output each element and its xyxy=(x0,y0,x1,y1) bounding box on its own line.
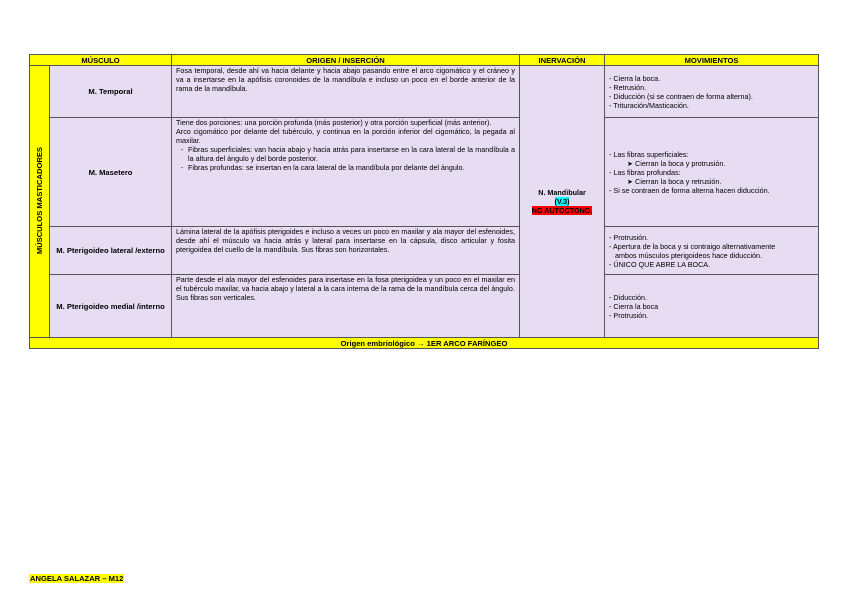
origin-paragraph: Fosa temporal, desde ahí va hacia delante y hacia abajo pasando entre el arco cigomático y el cráneo y va a insertarse en la apófisis coronoides de la mandíbula e incluso un poco en el borde anterior de la rama de la mandíbula. xyxy=(176,66,516,93)
origin-list-item: - Fibras superficiales: van hacia abajo y hacia atrás para insertarse en la cara lateral de la mandíbula a la altura del ángulo y del borde posterior. xyxy=(188,145,515,163)
innervation-nerve: N. Mandibular xyxy=(538,188,586,197)
muscles-table xyxy=(29,54,819,349)
group-label: MÚSCULOS MASTICADORES xyxy=(35,146,44,255)
muscle-name: M. Pterigoideo medial /interno xyxy=(50,275,172,338)
origin-paragraph: Sus fibras son verticales. xyxy=(176,293,256,302)
origin-text xyxy=(172,227,520,275)
origin-list xyxy=(176,145,515,172)
table-row xyxy=(30,66,819,118)
origin-paragraph: Tiene dos porciones: una porción profunda (más posterior) y otra porción superficial (más anterior). xyxy=(176,118,492,127)
movement-item: - Las fibras profundas: xyxy=(609,167,681,177)
table-row xyxy=(30,227,819,275)
origin-paragraph: Arco cigomático por delante del tubérculo, y continua en la porción inferior del cigomático, la pegada al maxilar. xyxy=(176,127,516,145)
origin-paragraph: Lámina lateral de la apófisis pterigoides e incluso a veces un poco en maxilar y ala mayor del esfenoides, desde ahí el músculo va hacia atrás y lateral para insertarse en la cápsula, disco articular y fosita pterigoidea del cuello de la mandíbula. Sus fibras son horizontales. xyxy=(176,227,516,254)
movement-subitem: ➤ Cierran la boca y protrusión. xyxy=(627,158,726,168)
table-row xyxy=(30,275,819,338)
innervation-cell xyxy=(520,66,605,338)
table-row xyxy=(30,118,819,227)
origin-text xyxy=(172,275,520,338)
header-row xyxy=(30,55,819,66)
muscle-name: M. Masetero xyxy=(50,118,172,227)
origin-paragraph: Parte desde el ala mayor del esfenoides para insertase en la fosa pterigoidea y un poco en el maxilar en el tubérculo maxilar, va hacia abajo y lateral a la cara interna de la rama de la mandíbula cerca del ángulo. xyxy=(176,275,516,293)
movement-item: - Diducción. xyxy=(609,292,647,302)
movements-cell xyxy=(605,275,819,338)
origin-text xyxy=(172,66,520,118)
footer-row xyxy=(30,338,819,349)
movement-item: - Protrusión. xyxy=(609,232,649,242)
movement-item: - Cierra la boca xyxy=(609,301,659,311)
header-inervacion: INERVACIÓN xyxy=(520,55,605,66)
header-musculo: MÚSCULO xyxy=(30,55,172,66)
origin-text xyxy=(172,118,520,227)
innervation-code: (V.3) xyxy=(554,197,570,206)
movement-item: - Las fibras superficiales: xyxy=(609,149,689,159)
movement-item: - ÚNICO QUE ABRE LA BOCA. xyxy=(609,259,711,269)
origin-list-item: - Fibras profundas: se insertan en la cara lateral de la mandíbula por delante del ángulo. xyxy=(188,163,515,172)
movement-item: - Trituración/Masticación. xyxy=(609,100,689,110)
innervation-note: NO AUTÓCTONO. xyxy=(531,206,593,215)
movement-item: - Cierra la boca. xyxy=(609,73,661,83)
footer-text: Origen embriológico → 1ER ARCO FARÍNGEO xyxy=(30,338,819,349)
movement-item: - Diducción (si se contraen de forma alterna). xyxy=(609,91,753,101)
movement-item: ambos músculos pterigoideos hace diducción. xyxy=(615,250,763,260)
author-label: ANGELA SALAZAR – M12 xyxy=(30,574,124,583)
header-origen: ORIGEN / INSERCIÓN xyxy=(172,55,520,66)
movement-item: - Si se contraen de forma alterna hacen diducción. xyxy=(609,185,770,195)
movement-item: - Protrusión. xyxy=(609,310,649,320)
header-movimientos: MOVIMIENTOS xyxy=(605,55,819,66)
group-label-cell xyxy=(30,66,50,338)
muscle-name: M. Pterigoideo lateral /externo xyxy=(50,227,172,275)
movement-item: - Apertura de la boca y si contraigo alternativamente xyxy=(609,241,776,251)
movements-cell xyxy=(605,118,819,227)
movement-item: - Retrusión. xyxy=(609,82,647,92)
muscle-name: M. Temporal xyxy=(50,66,172,118)
movements-cell xyxy=(605,227,819,275)
movements-cell xyxy=(605,66,819,118)
movement-subitem: ➤ Cierran la boca y retrusión. xyxy=(627,176,722,186)
